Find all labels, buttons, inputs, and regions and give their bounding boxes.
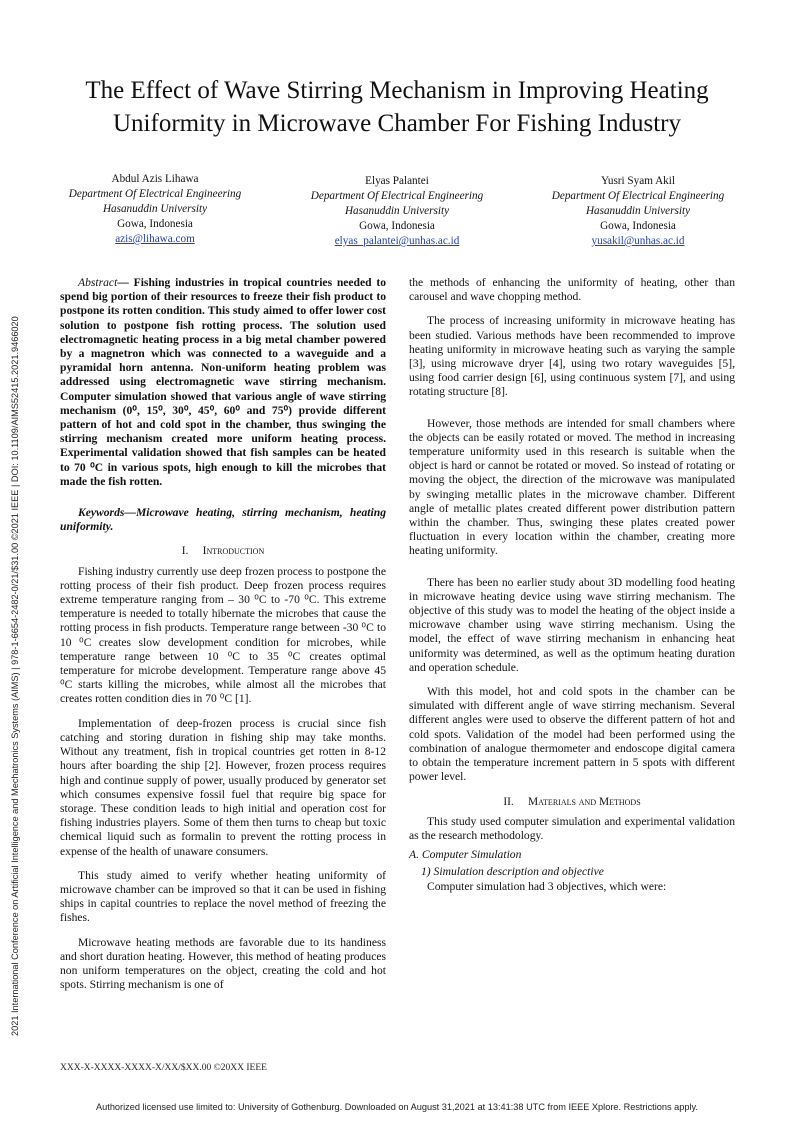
paragraph: Microwave heating methods are favorable due to its handiness and short duration heating. However, this method of heating produces non uniform temperatures on the object, creating the cold and hot spots. Stirring mechanism is one of <box>60 935 386 992</box>
paragraph: However, those methods are intended for small chambers where the objects can be easily rotated or moved. The method in increasing temperature uniformity used in this research is suitable when the object is hard or cannot be rotated or moved. So instead of rotating or moving the object, the direction of the microwave was manipulated by swinging metallic plates in the microwave chamber. Different angle of metallic plates created different power distribution pattern within the chamber. Thus, swinging these plates created power fluctuation in every location within the chamber, creating more heating uniformity. <box>409 416 735 558</box>
author-city: Gowa, Indonesia <box>117 218 193 230</box>
author-name: Elyas Palantei <box>365 175 429 187</box>
author-email-link[interactable]: yusakil@unhas.ac.id <box>591 235 685 247</box>
author-city: Gowa, Indonesia <box>600 220 676 232</box>
subsection-heading: A. Computer Simulation <box>409 848 522 862</box>
keywords-text: —Microwave heating, stirring mechanism, heating uniformity. <box>60 506 386 534</box>
paragraph: Fishing industry currently use deep frozen process to postpone the rotting process of their fish product. Deep frozen process requires extreme temperature ranging from – 30 ⁰C to -70 ⁰C. This extreme temperature is needed to totally hibernate the microbes that cause the rotting process in fish products. Temperature range between -30 ⁰C to 10 ⁰C creates slow development condition for microbes, while temperature range between 10 ⁰C to 35 ⁰C creates optimal temperature for microbe development. Temperature range above 45 ⁰C starts killing the microbes, while almost all the microbes that creates rotten condition dies in 70 ⁰C [1]. <box>60 564 386 706</box>
author-name: Abdul Azis Lihawa <box>111 173 199 185</box>
author-dept: Department Of Electrical Engineering <box>310 190 484 202</box>
paragraph: The process of increasing uniformity in microwave heating has been studied. Various methods have been recommended to improve heating uniformity in microwave heating such as varying the sample [3], using microwave dryer [4], using two rotary waveguides [5], using food carrier design [6], using continuous system [7], and using rotating structure [8]. <box>409 314 735 399</box>
author-univ: Hasanuddin University <box>344 205 450 217</box>
conference-sidebar-text: 2021 International Conference on Artificial Intelligence and Mechatronics Systems (AIMS) | 978-1-6654-2482-0/21/$31.00 ©2021 IEEE | DOI: 10.1109/AIMS52415.2021.9466020 <box>10 316 20 1036</box>
section-number: I. <box>181 545 189 558</box>
copyright-code: XXX-X-XXXX-XXXX-X/XX/$XX.00 ©20XX IEEE <box>60 1063 267 1073</box>
author-name: Yusri Syam Akil <box>601 175 675 187</box>
subsubsection-heading: 1) Simulation description and objective <box>421 865 604 879</box>
author-email-link[interactable]: azis@lihawa.com <box>115 233 195 245</box>
abstract-text: — Fishing industries in tropical countries needed to spend big portion of their resources to freeze their fish product to postpone its rotten condition. This study aimed to offer lower cost solution to postpone fish rotting process. The solution used electromagnetic heating process in a big metal chamber powered by a magnetron which was connected to a waveguide and a pyramidal horn antenna. Non-uniform heating problem was addressed using electromagnetic wave stirring mechanism. Computer simulation showed that various angle of wave stirring mechanism (0⁰, 15⁰, 30⁰, 45⁰, 60⁰ and 75⁰) provide different pattern of hot and cold spot in the chamber, thus swinging the stirring mechanism created more uniform heating process. Experimental validation showed that fish samples can be heated to 70 ⁰C in various spots, high enough to kill the microbes that made the fish rotten. <box>60 276 386 488</box>
section-heading-introduction <box>60 544 386 558</box>
paragraph: This study aimed to verify whether heating uniformity of microwave chamber can be improved so that it can be used in fishing ships in capital countries to replace the novel method of freezing the fishes. <box>60 868 386 925</box>
license-notice: Authorized licensed use limited to: University of Gothenburg. Downloaded on August 31,2021 at 13:41:38 UTC from IEEE Xplore. Restrictions apply. <box>96 1102 698 1112</box>
author-univ: Hasanuddin University <box>102 203 208 215</box>
author-3 <box>518 174 758 249</box>
author-univ: Hasanuddin University <box>585 205 691 217</box>
abstract-label: Abstract <box>78 276 118 289</box>
left-column <box>60 276 386 992</box>
author-2 <box>277 174 517 249</box>
paragraph: Implementation of deep-frozen process is crucial since fish catching and storing duration in fishing ship may take months. Without any treatment, fish in tropical countries get rotten in 8-12 hours after boarding the ship [2]. However, frozen process requires high and continue supply of power, usually produced by generator set which consumes expensive fossil fuel that require big space for storage. These condition leads to high initial and operation cost for fishing industries players. Some of them then turns to cheap but toxic chemical liquid such as formalin to prevent the rotting process in expense of the health of unaware consumers. <box>60 716 386 858</box>
paragraph: the methods of enhancing the uniformity of heating, other than carousel and wave chopping method. <box>409 276 735 304</box>
keywords-label: Keywords <box>78 506 125 520</box>
section-number: II. <box>503 795 514 808</box>
paragraph: With this model, hot and cold spots in the chamber can be simulated with different angle of wave stirring mechanism. Several different angles were used to observe the different pattern of hot and cold spots. Validation of the model had been performed using the combination of analogue thermometer and endoscope digital camera to obtain the temperature increment pattern in 5 spots with different power level. <box>409 685 735 784</box>
author-dept: Department Of Electrical Engineering <box>68 188 242 200</box>
right-column <box>409 276 735 894</box>
author-1 <box>35 172 275 247</box>
author-city: Gowa, Indonesia <box>359 220 435 232</box>
paragraph: There has been no earlier study about 3D modelling food heating in microwave heating device using wave stirring mechanism. The objective of this study was to model the heating of the object inside a microwave chamber using wave stirring mechanism. Using the model, the effect of wave stirring mechanism in enhancing heat uniformity was determined, as well as the optimum heating duration and operation schedule. <box>409 575 735 674</box>
paragraph: This study used computer simulation and experimental validation as the research methodology. <box>409 814 735 842</box>
section-heading-methods <box>409 795 735 809</box>
abstract <box>60 276 386 489</box>
keywords <box>60 506 386 534</box>
paper-title: The Effect of Wave Stirring Mechanism in Improving Heating Uniformity in Microwave Chamber For Fishing Industry <box>85 77 709 137</box>
author-dept: Department Of Electrical Engineering <box>551 190 725 202</box>
paragraph: Computer simulation had 3 objectives, which were: <box>427 879 667 893</box>
author-email-link[interactable]: elyas_palantei@unhas.ac.id <box>334 235 460 247</box>
section-title: Materials and Methods <box>528 795 641 808</box>
section-title: Introduction <box>202 545 265 558</box>
